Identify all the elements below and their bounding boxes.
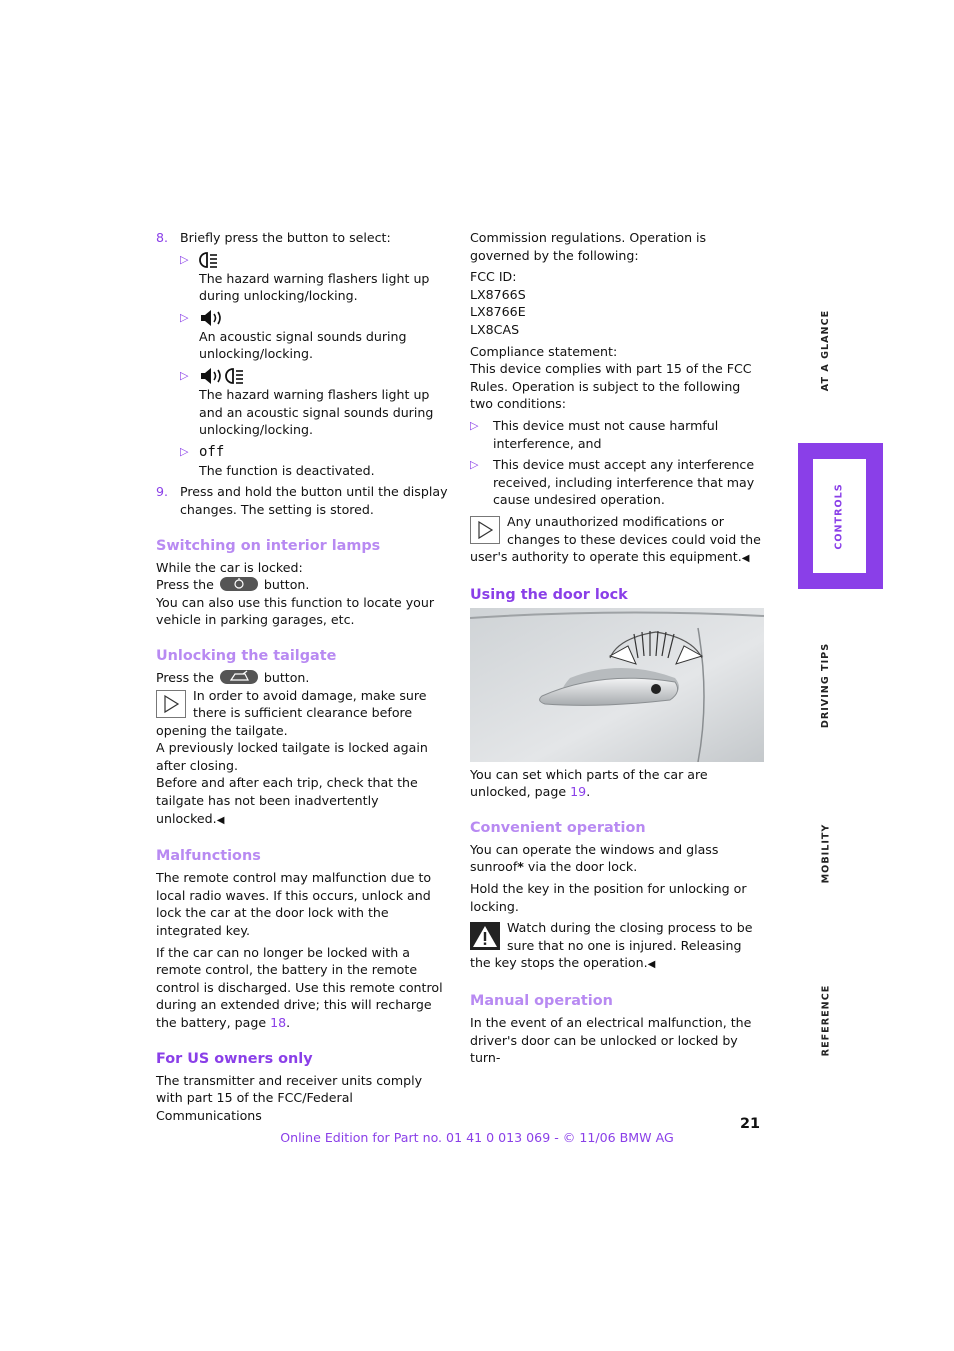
tab-mobility[interactable]: MOBILITY <box>820 823 832 883</box>
step-number: 9. <box>156 484 169 500</box>
interior-press-line: Press the button. <box>156 577 310 593</box>
note-triangle-icon <box>470 516 500 544</box>
compliance-title: Compliance statement: <box>470 343 618 359</box>
tailgate-note <box>156 687 450 740</box>
heading-manual-operation: Manual operation <box>470 993 613 1010</box>
heading-convenient-operation: Convenient operation <box>470 819 646 836</box>
interior-line1: While the car is locked: <box>156 559 303 575</box>
end-mark-icon: ◀ <box>216 814 225 826</box>
us-owners-para: The transmitter and receiver units comply with part 15 of the FCC/Federal Communications <box>156 1072 423 1123</box>
malfunctions-para1: The remote control may malfunction due to local radio waves. If this occurs, unlock and lock the car at the door lock with the integrated key. <box>156 870 432 939</box>
door-lock-para: You can set which parts of the car are unlocked, page 19. <box>470 766 708 800</box>
interior-line3: You can also use this function to locate your vehicle in parking garages, etc. <box>156 594 435 628</box>
warning-triangle-icon <box>470 922 500 950</box>
fcc-id-value: LX8CAS <box>470 321 520 337</box>
page-link-18[interactable]: 18 <box>270 1015 287 1030</box>
optional-star: * <box>517 859 524 875</box>
door-lock-illustration <box>470 608 764 762</box>
tab-reference[interactable]: REFERENCE <box>820 984 832 1056</box>
step-number: 8. <box>156 230 169 245</box>
note-triangle-icon <box>156 690 186 718</box>
step-8 <box>156 229 450 247</box>
acoustic-and-hazard-icon <box>199 367 450 386</box>
option-text: An acoustic signal sounds during unlocking/locking. <box>199 328 407 362</box>
option-acoustic-hazard <box>156 367 450 439</box>
manual-para: In the event of an electrical malfunction, the driver's door can be unlocked or locked by turn- <box>470 1015 752 1066</box>
modification-note <box>470 513 764 568</box>
tab-driving-tips[interactable]: DRIVING TIPS <box>820 642 832 728</box>
triangle-bullet-icon: ▷ <box>180 368 189 382</box>
triangle-bullet-icon: ▷ <box>470 458 479 472</box>
triangle-bullet-icon: ▷ <box>180 252 189 266</box>
triangle-bullet-icon: ▷ <box>180 310 189 324</box>
heading-interior-lamps: Switching on interior lamps <box>156 537 381 554</box>
hazard-flasher-icon <box>199 251 450 270</box>
fcc-id-value: LX8766E <box>470 304 526 320</box>
fcc-intro: Commission regulations. Operation is governed by the following: <box>470 230 707 263</box>
off-display-label: off <box>199 443 225 460</box>
step-9 <box>156 483 450 518</box>
heading-door-lock: Using the door lock <box>470 586 628 603</box>
tailgate-press-line: Press the button. <box>156 669 310 685</box>
end-mark-icon: ◀ <box>741 553 750 565</box>
step-text: Press and hold the button until the display changes. The setting is stored. <box>180 484 448 517</box>
chapter-sidebar <box>798 0 888 1351</box>
tailgate-button-icon <box>220 670 258 684</box>
option-acoustic <box>156 309 450 363</box>
condition-bullet: ▷ This device must accept any interference received, including interference that may cause undesired operation. <box>470 457 755 508</box>
interior-lamp-button-icon <box>220 577 258 591</box>
fcc-id-label: FCC ID: <box>470 269 517 285</box>
fcc-id-value: LX8766S <box>470 286 526 302</box>
option-text: The hazard warning flashers light up during unlocking/locking. <box>199 270 430 304</box>
convenient-para2: Hold the key in the position for unlocking or locking. <box>470 881 747 914</box>
convenient-para1: You can operate the windows and glass sunroof* via the door lock. <box>470 841 719 875</box>
tailgate-para1: A previously locked tailgate is locked again after closing. <box>156 740 428 773</box>
end-mark-icon: ◀ <box>647 959 656 971</box>
compliance-text: This device complies with part 15 of the FCC Rules. Operation is subject to the following two conditions: <box>470 361 752 412</box>
note-text: Any unauthorized modifications or changes to these devices could void the user's authority to operate this equipment. <box>470 513 761 565</box>
option-hazard <box>156 251 450 305</box>
left-column <box>156 229 450 1124</box>
heading-unlocking-tailgate: Unlocking the tailgate <box>156 647 337 664</box>
page-link-19[interactable]: 19 <box>570 784 587 800</box>
closing-warning <box>470 919 764 974</box>
warning-text: Watch during the closing process to be sure that no one is injured. Releasing the key stops the operation. <box>470 920 753 971</box>
note-text: In order to avoid damage, make sure there is sufficient clearance before opening the tailgate. <box>156 687 427 738</box>
condition-bullet: ▷ This device must not cause harmful interference, and <box>470 417 719 451</box>
tab-controls[interactable]: CONTROLS <box>798 443 883 589</box>
footer-edition: Online Edition for Part no. 01 41 0 013 069 - © 11/06 BMW AG <box>280 1130 674 1145</box>
tailgate-para2: Before and after each trip, check that the tailgate has not been inadvertently unlocked.◀ <box>156 775 418 826</box>
acoustic-signal-icon <box>199 309 450 328</box>
triangle-bullet-icon: ▷ <box>470 418 479 432</box>
tab-at-a-glance[interactable]: AT A GLANCE <box>820 309 832 391</box>
right-column <box>470 229 764 1067</box>
page-number: 21 <box>740 1116 761 1132</box>
malfunctions-para2: If the car can no longer be locked with a remote control, the battery in the remote control is discharged. Use this remote control during an extended drive; this will recharge the battery, page 18. <box>156 944 443 1030</box>
heading-us-owners: For US owners only <box>156 1050 313 1067</box>
option-off <box>156 443 450 480</box>
triangle-bullet-icon: ▷ <box>180 444 189 458</box>
heading-malfunctions: Malfunctions <box>156 848 261 865</box>
option-text: The function is deactivated. <box>199 462 375 478</box>
option-text: The hazard warning flashers light up and an acoustic signal sounds during unlocking/locking. <box>199 386 434 438</box>
step-text: Briefly press the button to select: <box>180 230 391 245</box>
